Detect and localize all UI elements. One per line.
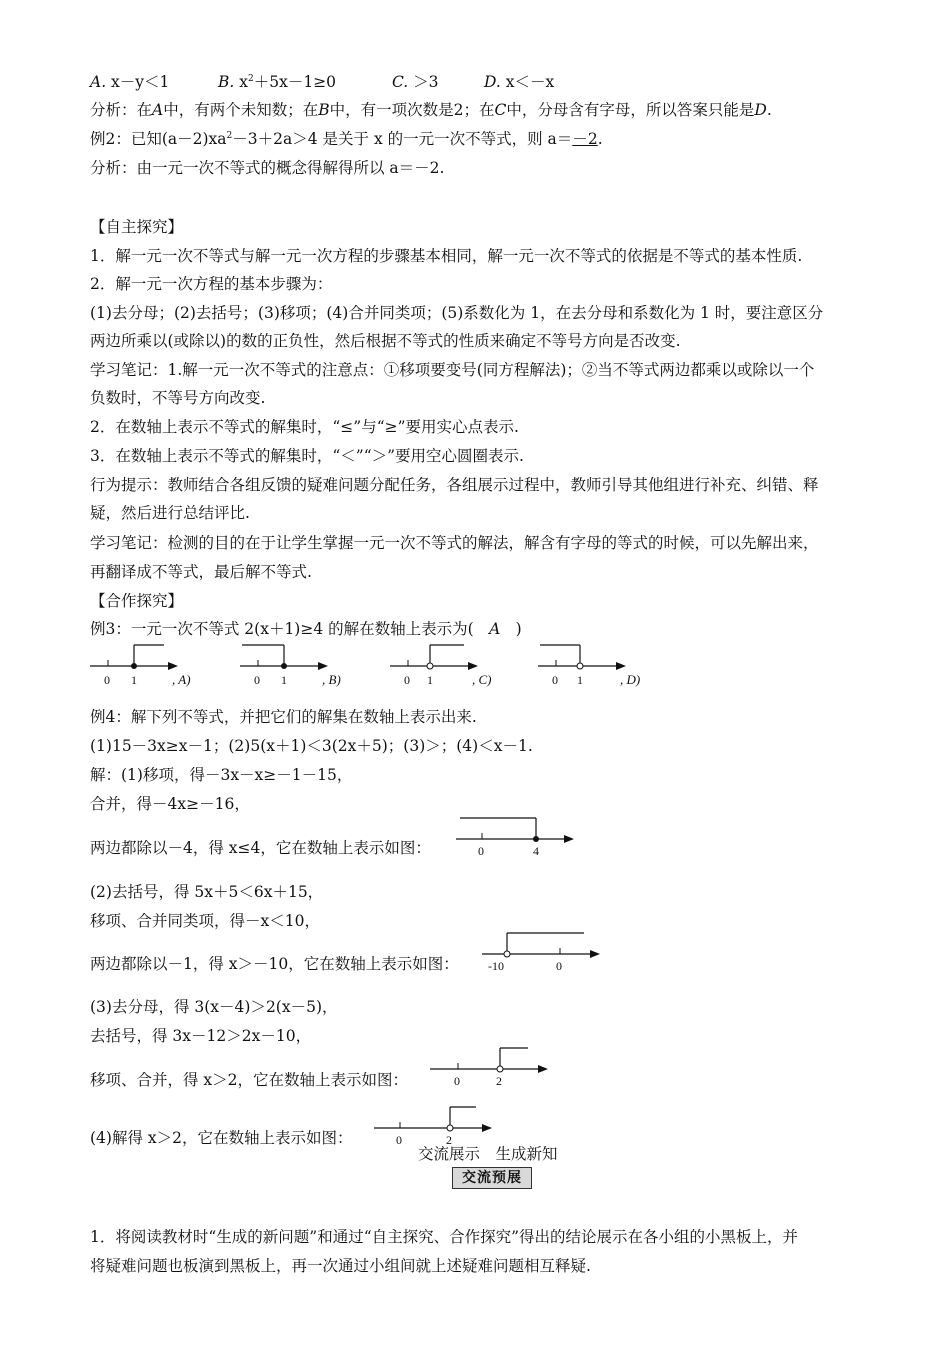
option-d-expr: x＜－x bbox=[500, 73, 555, 91]
options-line bbox=[90, 72, 169, 92]
number-line-solution-4 bbox=[372, 1104, 497, 1146]
option-c-letter: C. bbox=[392, 73, 409, 91]
number-line-solution-1 bbox=[454, 815, 579, 857]
tick-label: 2 bbox=[496, 1074, 502, 1088]
option-b bbox=[218, 72, 336, 92]
number-line-option-b-svg bbox=[238, 642, 368, 690]
behavior-hint-cont: 疑，然后进行总结评比. bbox=[90, 504, 250, 522]
example-2-pre: 例2：已知(a－2)xa bbox=[90, 130, 227, 148]
number-line-option-c-svg bbox=[388, 642, 518, 690]
analysis-1-p2: 中，有两个未知数；在 bbox=[163, 101, 319, 119]
study-note-2: 2．在数轴上表示不等式的解集时，“≤”与“≥”要用实心点表示. bbox=[90, 418, 519, 436]
solution-1-step-c: 两边都除以－4，得 x≤4，它在数轴上表示如图： bbox=[90, 839, 431, 857]
solution-1-step-a: 解：(1)移项，得－3x－x≥－1－15， bbox=[90, 766, 353, 784]
option-d bbox=[484, 72, 554, 92]
tick-label: 2 bbox=[446, 1133, 452, 1147]
number-line-option-a bbox=[88, 642, 218, 690]
number-line-solution-1-svg bbox=[454, 815, 579, 857]
tick-label: 0 bbox=[478, 844, 484, 858]
number-line-option-d bbox=[536, 642, 666, 690]
study-note-3: 3．在数轴上表示不等式的解集时，“＜”“＞”要用空心圆圈表示. bbox=[90, 447, 524, 465]
self-explore-heading: 【自主探究】 bbox=[90, 218, 184, 236]
solution-3-step-b: 去括号，得 3x－12＞2x－10， bbox=[90, 1027, 312, 1045]
option-label: , D) bbox=[620, 672, 641, 687]
behavior-hint: 行为提示：教师结合各组反馈的疑难问题分配任务，各组展示过程中，教师引导其他组进行补充、纠错、释 bbox=[90, 476, 819, 494]
tick-label: 0 bbox=[552, 673, 558, 687]
study-note-1: 学习笔记：1.解一元一次不等式的注意点：①移项要变号(同方程解法)；②当不等式两边都乘以或除以一个 bbox=[90, 361, 815, 379]
solution-3-step-a: (3)去分母，得 3(x－4)＞2(x－5)， bbox=[90, 998, 338, 1016]
tick-label: 0 bbox=[396, 1133, 402, 1147]
number-line-solution-4-svg bbox=[372, 1104, 497, 1146]
study-note-1-cont: 负数时，不等号方向改变. bbox=[90, 389, 266, 407]
tick-label: 0 bbox=[104, 673, 110, 687]
self-explore-line-3: (1)去分母；(2)去括号；(3)移项；(4)合并同类项；(5)系数化为 1，在去分母和系数化为 1 时，要注意区分 bbox=[90, 304, 824, 322]
example-4-title: 例4：解下列不等式，并把它们的解集在数轴上表示出来. bbox=[90, 708, 477, 726]
analysis-1-p4: 中，分母含有字母，所以答案只能是 bbox=[506, 101, 755, 119]
analysis-2: 分析：由一元一次不等式的概念得解得所以 a＝－2. bbox=[90, 159, 445, 177]
exchange-banner: 交流预展 bbox=[452, 1167, 532, 1189]
solution-2-step-c: 两边都除以－1，得 x＞－10，它在数轴上表示如图： bbox=[90, 955, 459, 973]
option-label: , A) bbox=[172, 672, 191, 687]
tick-label: 0 bbox=[254, 673, 260, 687]
number-line-solution-3 bbox=[428, 1045, 553, 1087]
option-c-expr: ＞3 bbox=[408, 73, 439, 91]
tick-label: 1 bbox=[427, 673, 433, 687]
option-a-expr: x－y＜1 bbox=[106, 73, 170, 91]
analysis-1-c: C bbox=[494, 101, 507, 119]
exchange-paragraph-2: 将疑难问题也板演到黑板上，再一次通过小组间就上述疑难问题相互释疑. bbox=[90, 1257, 591, 1275]
tick-label: 4 bbox=[533, 844, 539, 858]
self-explore-line-2: 2．解一元一次方程的基本步骤为： bbox=[90, 275, 333, 293]
number-line-option-c bbox=[388, 642, 518, 690]
option-label: , C) bbox=[472, 672, 492, 687]
option-d-letter: D. bbox=[484, 73, 501, 91]
option-b-expr-pre: x bbox=[234, 73, 248, 91]
solution-2-step-a: (2)去括号，得 5x＋5＜6x＋15， bbox=[90, 883, 324, 901]
number-line-solution-2 bbox=[480, 930, 605, 972]
example-3-close: ) bbox=[515, 620, 522, 638]
solution-2-step-b: 移项、合并同类项，得－x＜10， bbox=[90, 912, 320, 930]
analysis-1-p3: 中，有一项次数是2；在 bbox=[329, 101, 495, 119]
example-2-post: －3＋2a＞4 是关于 x 的一元一次不等式，则 a＝ bbox=[232, 130, 573, 148]
example-3 bbox=[90, 619, 522, 639]
example-2-exponent: 2 bbox=[226, 130, 233, 141]
example-4-items: (1)15－3x≥x－1；(2)5(x＋1)＜3(2x＋5)；(3)＞；(4)＜x－1. bbox=[90, 737, 533, 755]
number-line-solution-3-svg bbox=[428, 1045, 553, 1087]
analysis-1-b: B bbox=[318, 101, 330, 119]
tick-label: 0 bbox=[556, 959, 562, 973]
tick-label: -10 bbox=[488, 959, 504, 973]
self-explore-line-4: 两边所乘以(或除以)的数的正负性，然后根据不等式的性质来确定不等号方向是否改变. bbox=[90, 332, 681, 350]
tick-label: 1 bbox=[577, 673, 583, 687]
self-explore-line-1: 1．解一元一次不等式与解一元一次方程的步骤基本相同，解一元一次不等式的依据是不等式的基本性质. bbox=[90, 247, 803, 265]
option-b-exponent: 2 bbox=[248, 73, 254, 84]
tick-label: 1 bbox=[281, 673, 287, 687]
number-line-option-a-svg bbox=[88, 642, 218, 690]
tick-label: 0 bbox=[454, 1074, 460, 1088]
example-2-answer: －2 bbox=[572, 130, 598, 148]
option-b-letter: B. bbox=[218, 73, 235, 91]
option-c bbox=[392, 72, 439, 92]
tick-label: 1 bbox=[131, 673, 137, 687]
analysis-1-p5: . bbox=[766, 101, 772, 119]
number-line-solution-2-svg bbox=[480, 930, 605, 972]
exchange-paragraph-1: 1．将阅读教材时“生成的新问题”和通过“自主探究、合作探究”得出的结论展示在各小组的小黑板上，并 bbox=[90, 1228, 799, 1246]
analysis-1 bbox=[90, 100, 772, 120]
coop-explore-heading: 【合作探究】 bbox=[90, 592, 184, 610]
solution-1-step-b: 合并，得－4x≥－16， bbox=[90, 795, 250, 813]
study-note-4-cont: 再翻译成不等式，最后解不等式. bbox=[90, 563, 312, 581]
number-line-option-d-svg bbox=[536, 642, 666, 690]
solution-3-step-c: 移项、合并，得 x＞2，它在数轴上表示如图： bbox=[90, 1071, 409, 1089]
number-line-option-b bbox=[238, 642, 368, 690]
analysis-1-d: D bbox=[754, 101, 767, 119]
option-a-letter: A. bbox=[90, 73, 107, 91]
analysis-1-a: A bbox=[152, 101, 164, 119]
solution-4: (4)解得 x＞2，它在数轴上表示如图： bbox=[90, 1129, 353, 1147]
example-2-end: . bbox=[597, 130, 603, 148]
example-3-stem: 例3：一元一次不等式 2(x＋1)≥4 的解在数轴上表示为( bbox=[90, 620, 474, 638]
tick-label: 0 bbox=[404, 673, 410, 687]
option-b-expr-post: ＋5x－1≥0 bbox=[253, 73, 337, 91]
study-note-4: 学习笔记：检测的目的在于让学生掌握一元一次不等式的解法，解含有字母的等式的时候，可以先解出来， bbox=[90, 534, 819, 552]
option-label: , B) bbox=[322, 672, 341, 687]
analysis-1-p1: 分析：在 bbox=[90, 101, 153, 119]
example-2 bbox=[90, 129, 603, 149]
exchange-title: 交流展示 生成新知 bbox=[418, 1145, 558, 1163]
example-3-answer: A bbox=[489, 620, 501, 638]
